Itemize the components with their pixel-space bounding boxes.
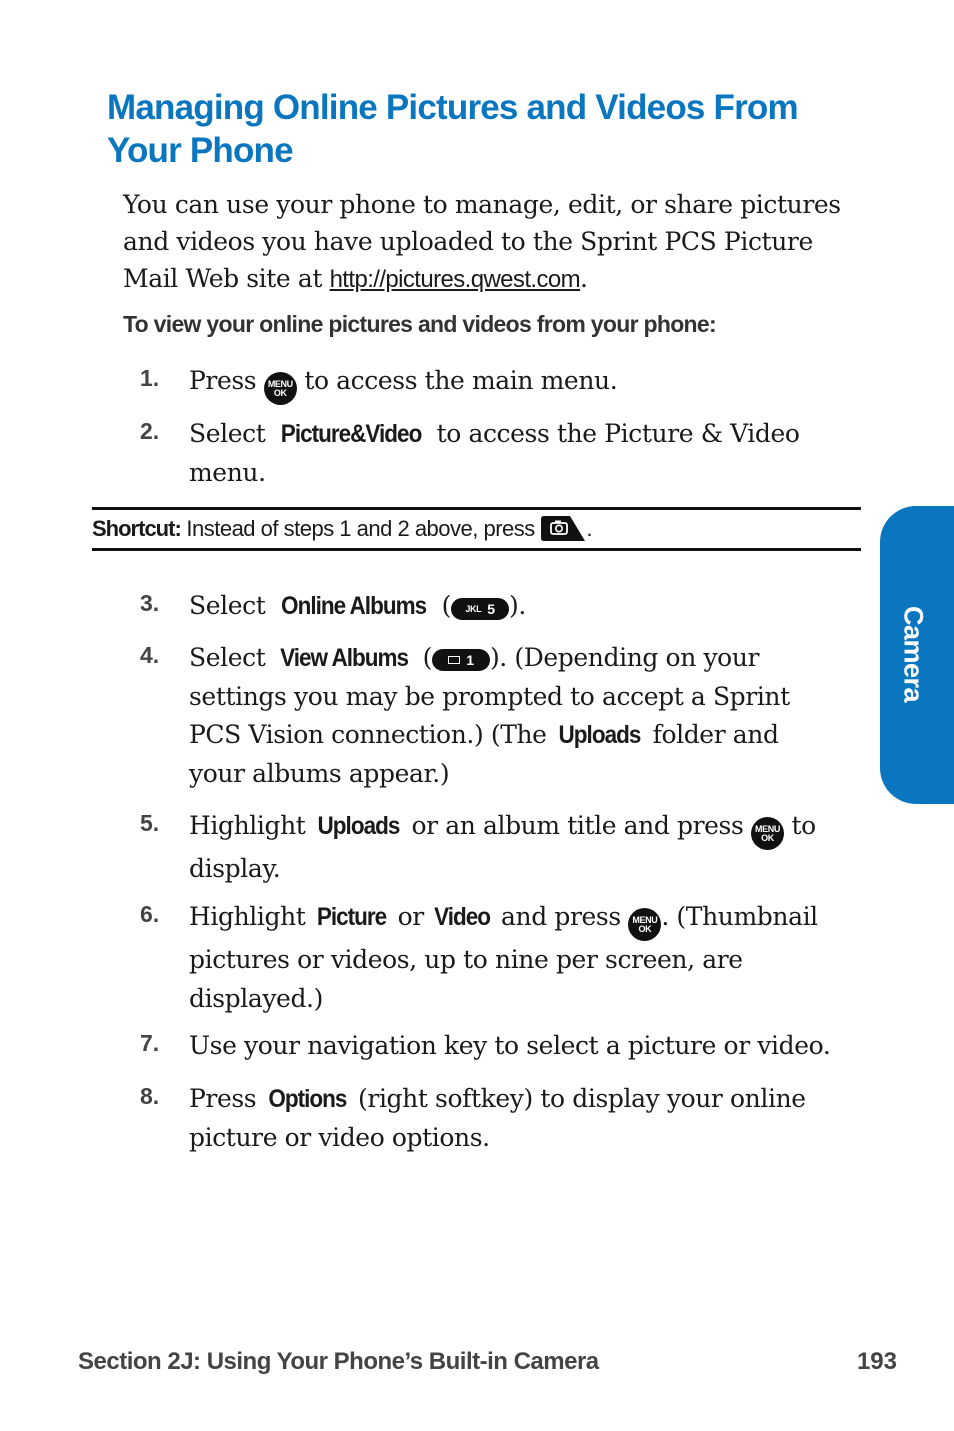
- menu-keyword: Uploads: [317, 812, 400, 840]
- menu-keyword: Uploads: [558, 721, 641, 749]
- page-number: 193: [856, 1348, 897, 1375]
- step-number: 3.: [140, 590, 160, 616]
- camera-key-icon: [540, 515, 586, 542]
- intro-end: .: [580, 264, 588, 293]
- page-title: Managing Online Pictures and Videos From Your Phone: [107, 88, 798, 170]
- website-link[interactable]: http://pictures.qwest.com: [329, 266, 581, 293]
- menu-keyword: Picture&Video: [280, 420, 422, 448]
- step-number: 5.: [140, 810, 160, 836]
- step-text: Select Picture&Video to access the Picture & Video menu.: [189, 415, 839, 492]
- menu-ok-key-icon: MENU OK: [264, 372, 297, 405]
- instructions-subhead: To view your online pictures and videos from your phone:: [123, 311, 716, 337]
- step-text: Select Online Albums ( JKL 5 ).: [189, 587, 839, 626]
- step-number: 2.: [140, 418, 160, 444]
- step-text: Highlight Uploads or an album title and press MENU OK to display.: [189, 807, 839, 889]
- menu-keyword: Online Albums: [280, 592, 427, 620]
- menu-ok-key-icon: MENU OK: [751, 817, 784, 850]
- step-number: 7.: [140, 1030, 160, 1056]
- key-5-icon: JKL 5: [451, 598, 509, 620]
- menu-keyword: View Albums: [280, 644, 408, 672]
- step-number: 6.: [140, 901, 160, 927]
- key-1-icon: 1: [432, 649, 490, 671]
- step-number: 4.: [140, 642, 160, 668]
- step-number: 8.: [140, 1083, 160, 1109]
- intro-paragraph: [123, 186, 853, 298]
- step-text: Highlight Picture or Video and press MENU OK . (Thumbnail pictures or videos, up to nine per screen, are displayed.): [189, 898, 839, 1018]
- section-tab-label: Camera: [898, 605, 929, 703]
- menu-keyword: Options: [268, 1085, 347, 1113]
- shortcut-text: Instead of steps 1 and 2 above, press: [180, 516, 541, 541]
- menu-keyword: Picture: [316, 903, 387, 931]
- envelope-icon: [448, 656, 460, 664]
- menu-keyword: Video: [434, 903, 491, 931]
- shortcut-label: Shortcut:: [92, 516, 181, 541]
- step-text: Press MENU OK to access the main menu.: [189, 362, 839, 405]
- step-number: 1.: [140, 365, 160, 391]
- shortcut-end: .: [586, 516, 593, 541]
- intro-text: You can use your phone to manage, edit, or share pictures and videos you have uploaded to the Sprint PCS Picture Mail Web site at: [123, 190, 841, 293]
- menu-ok-key-icon: MENU OK: [628, 908, 661, 941]
- step-text: Press Options (right softkey) to display your online picture or video options.: [189, 1080, 839, 1157]
- step-text: Select View Albums ( 1 ). (Depending on your settings you may be prompted to accept a Sprint PCS Vision connection.) (The Uploads folder and your albums appear.): [189, 639, 839, 793]
- shortcut-box: [92, 507, 861, 551]
- footer-section-title: Section 2J: Using Your Phone’s Built-in Camera: [78, 1348, 599, 1375]
- step-text: Use your navigation key to select a picture or video.: [189, 1031, 831, 1060]
